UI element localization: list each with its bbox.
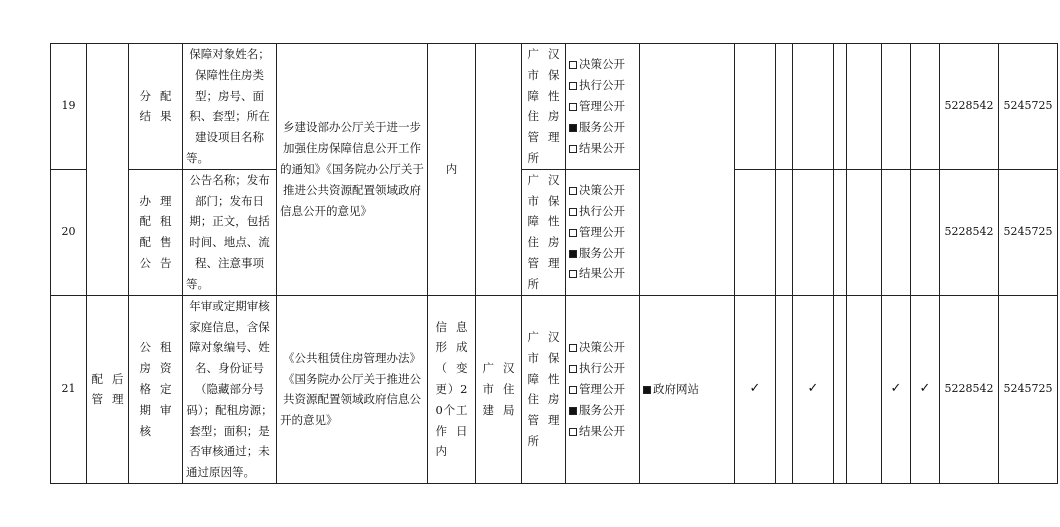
channel-option: 政府网站 [643,379,731,400]
table-row [51,295,1058,483]
agency-cell: 广汉市住建局 [476,295,522,483]
checkbox-filled-icon [569,124,577,132]
check-cell [834,169,847,295]
checkbox-filled-icon [569,250,577,258]
category-cell: 配后管理 [87,295,129,483]
checkbox-icon [569,229,577,237]
phone-cell: 5228542 [940,295,999,483]
check-cell [911,44,940,170]
scope-cell [566,295,640,483]
checkbox-filled-icon [569,407,577,415]
scope-option: 执行公开 [569,75,636,96]
scope-option: 结果公开 [569,263,636,284]
check-cell [882,169,911,295]
check-mark: ✓ [882,295,911,483]
row-number: 19 [51,44,87,170]
checkbox-icon [569,187,577,195]
scope-option: 执行公开 [569,358,636,379]
time-limit-cell: 信息形成（变更）20个工作日内 [428,295,476,483]
check-mark: ✓ [911,295,940,483]
table-row [51,44,1058,170]
category-cell [87,44,129,296]
basis-cell: 乡建设部办公厅关于进一步加强住房保障信息公开工作的通知》《国务院办公厅关于推进公共资源配置领域政府信息公开的意见》 [277,44,428,296]
scope-option: 管理公开 [569,96,636,117]
checkbox-icon [569,386,577,394]
scope-option: 决策公开 [569,180,636,201]
checkbox-icon [569,208,577,216]
subitem-cell: 分配结果 [129,44,183,170]
check-cell [735,44,776,170]
checkbox-icon [569,270,577,278]
check-cell [834,295,847,483]
phone-cell: 5245725 [999,44,1058,170]
channel-cell [640,295,735,483]
check-cell [911,169,940,295]
subject-cell: 广汉市保障性住房管理所 [522,295,566,483]
scope-option: 结果公开 [569,138,636,159]
table-row [51,169,1058,295]
checkbox-icon [569,145,577,153]
content-cell: 年审或定期审核家庭信息，含保障对象编号、姓名、身份证号（隐藏部分号码）；配租房源；套型；面积；是否审核通过；未通过原因等。 [183,295,277,483]
scope-option: 管理公开 [569,379,636,400]
scope-option: 决策公开 [569,337,636,358]
check-cell [793,169,834,295]
row-number: 20 [51,169,87,295]
scope-option: 决策公开 [569,54,636,75]
scope-cell [566,169,640,295]
check-cell [776,44,793,170]
check-cell [776,169,793,295]
checkbox-icon [569,428,577,436]
subitem-cell: 办理配租配售公告 [129,169,183,295]
checkbox-icon [569,103,577,111]
scope-option: 结果公开 [569,421,636,442]
check-cell [847,44,882,170]
scope-cell [566,44,640,170]
time-limit-cell: 内 [428,44,476,296]
check-mark: ✓ [793,295,834,483]
subitem-cell: 公租房资格定期审核 [129,295,183,483]
checkbox-icon [569,61,577,69]
agency-cell [476,44,522,296]
phone-cell: 5245725 [999,169,1058,295]
phone-cell: 5228542 [940,169,999,295]
checkbox-filled-icon [643,386,651,394]
phone-cell: 5228542 [940,44,999,170]
scope-option: 执行公开 [569,201,636,222]
content-cell: 公告名称；发布部门；发布日期；正文，包括时间、地点、流程、注意事项等。 [183,169,277,295]
checkbox-icon [569,82,577,90]
checkbox-icon [569,365,577,373]
subject-cell: 广汉市保障性住房管理所 [522,44,566,170]
checkbox-icon [569,344,577,352]
phone-cell: 5245725 [999,295,1058,483]
disclosure-table [50,43,1058,484]
check-mark: ✓ [735,295,776,483]
check-cell [776,295,793,483]
scope-option: 服务公开 [569,117,636,138]
check-cell [847,295,882,483]
scope-option: 管理公开 [569,222,636,243]
check-cell [882,44,911,170]
basis-cell: 《公共租赁住房管理办法》《国务院办公厅关于推进公共资源配置领域政府信息公开的意见》 [277,295,428,483]
channel-cell [640,44,735,296]
check-cell [793,44,834,170]
scope-option: 服务公开 [569,400,636,421]
check-cell [847,169,882,295]
subject-cell: 广汉市保障性住房管理所 [522,169,566,295]
row-number: 21 [51,295,87,483]
check-cell [834,44,847,170]
scope-option: 服务公开 [569,243,636,264]
content-cell: 保障对象姓名；保障性住房类型；房号、面积、套型；所在建设项目名称等。 [183,44,277,170]
check-cell [735,169,776,295]
